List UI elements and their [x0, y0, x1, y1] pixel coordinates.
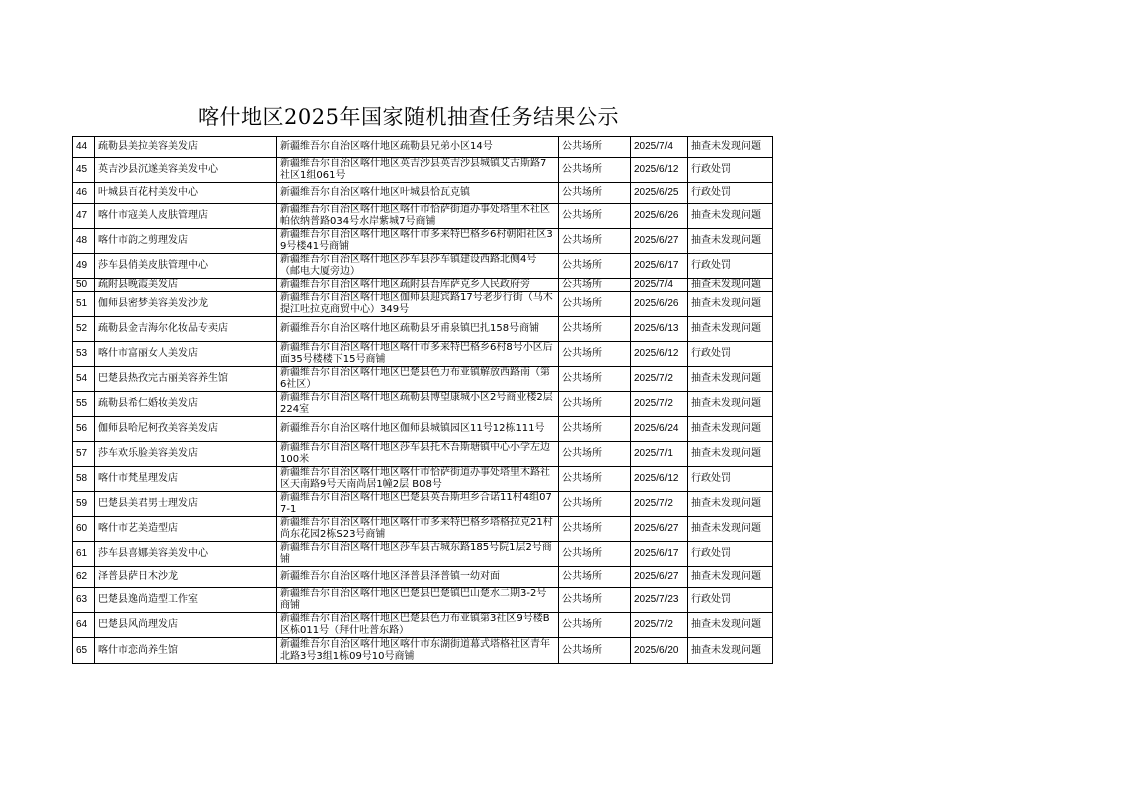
inspection-type: 公共场所 — [559, 158, 631, 183]
table-row — [73, 467, 773, 492]
inspection-date: 2025/6/27 — [631, 229, 688, 254]
business-address: 新疆维吾尔自治区喀什地区莎车县古城东路185号院1层2号商铺 — [277, 542, 559, 567]
inspection-type: 公共场所 — [559, 467, 631, 492]
business-name: 喀什市梵星理发店 — [95, 467, 277, 492]
table-row — [73, 317, 773, 342]
row-number: 58 — [73, 467, 95, 492]
business-address: 新疆维吾尔自治区喀什地区莎车县托木吾斯塘镇中心小学左边100米 — [277, 442, 559, 467]
inspection-result: 行政处罚 — [688, 158, 773, 183]
business-name: 莎车县喜娜美容美发中心 — [95, 542, 277, 567]
table-row — [73, 158, 773, 183]
business-address: 新疆维吾尔自治区喀什地区伽师县迎宾路17号老步行街（马木提江吐拉克商贸中心）349号 — [277, 292, 559, 317]
table-row — [73, 229, 773, 254]
row-number: 48 — [73, 229, 95, 254]
business-address: 新疆维吾尔自治区喀什地区喀什市多来特巴格乡6村8号小区后面35号楼楼下15号商铺 — [277, 342, 559, 367]
business-name: 喀什市富丽女人美发店 — [95, 342, 277, 367]
business-address: 新疆维吾尔自治区喀什地区疏附县吾库萨克乡人民政府旁 — [277, 279, 559, 292]
inspection-result: 抽查未发现问题 — [688, 204, 773, 229]
business-name: 喀什市韵之剪理发店 — [95, 229, 277, 254]
table-row — [73, 204, 773, 229]
business-name: 喀什市恋尚养生馆 — [95, 638, 277, 664]
inspection-result: 抽查未发现问题 — [688, 317, 773, 342]
inspection-type: 公共场所 — [559, 183, 631, 204]
inspection-result: 行政处罚 — [688, 542, 773, 567]
inspection-date: 2025/6/24 — [631, 417, 688, 442]
inspection-date: 2025/6/27 — [631, 517, 688, 542]
business-address: 新疆维吾尔自治区喀什地区巴楚县色力布亚镇解放西路南（第6社区） — [277, 367, 559, 392]
business-name: 英吉沙县沉遂美容美发中心 — [95, 158, 277, 183]
business-name: 巴楚县风尚理发店 — [95, 613, 277, 638]
business-address: 新疆维吾尔自治区喀什地区疏勒县兄弟小区14号 — [277, 137, 559, 158]
table-row — [73, 442, 773, 467]
row-number: 52 — [73, 317, 95, 342]
business-address: 新疆维吾尔自治区喀什地区伽师县城镇园区11号12栋111号 — [277, 417, 559, 442]
row-number: 49 — [73, 254, 95, 279]
business-name: 巴楚县逸尚造型工作室 — [95, 588, 277, 613]
table-row — [73, 392, 773, 417]
business-name: 疏勒县美拉美容美发店 — [95, 137, 277, 158]
inspection-type: 公共场所 — [559, 317, 631, 342]
row-number: 57 — [73, 442, 95, 467]
row-number: 44 — [73, 137, 95, 158]
row-number: 50 — [73, 279, 95, 292]
inspection-result: 抽查未发现问题 — [688, 392, 773, 417]
inspection-result: 抽查未发现问题 — [688, 229, 773, 254]
row-number: 46 — [73, 183, 95, 204]
inspection-date: 2025/6/12 — [631, 467, 688, 492]
business-name: 泽普县萨日木沙龙 — [95, 567, 277, 588]
business-address: 新疆维吾尔自治区喀什地区喀什市东湖街道幕式塔格社区青年北路3号3组1栋09号10号商铺 — [277, 638, 559, 664]
business-address: 新疆维吾尔自治区喀什地区巴楚县色力布亚镇第3社区9号楼B区栋011号（拜什吐普东路） — [277, 613, 559, 638]
business-name: 莎车县俏美皮肤管理中心 — [95, 254, 277, 279]
inspection-date: 2025/6/17 — [631, 254, 688, 279]
row-number: 63 — [73, 588, 95, 613]
inspection-type: 公共场所 — [559, 517, 631, 542]
inspection-date: 2025/7/2 — [631, 367, 688, 392]
inspection-date: 2025/6/26 — [631, 204, 688, 229]
business-address: 新疆维吾尔自治区喀什地区英吉沙县英吉沙县城镇艾古斯路7社区1组061号 — [277, 158, 559, 183]
inspection-type: 公共场所 — [559, 588, 631, 613]
inspection-type: 公共场所 — [559, 254, 631, 279]
row-number: 53 — [73, 342, 95, 367]
business-name: 莎车欢乐脸美容美发店 — [95, 442, 277, 467]
table-row — [73, 367, 773, 392]
inspection-result: 抽查未发现问题 — [688, 137, 773, 158]
inspection-type: 公共场所 — [559, 492, 631, 517]
row-number: 56 — [73, 417, 95, 442]
inspection-result: 抽查未发现问题 — [688, 638, 773, 664]
table-row — [73, 292, 773, 317]
row-number: 61 — [73, 542, 95, 567]
inspection-result: 抽查未发现问题 — [688, 417, 773, 442]
inspection-date: 2025/6/13 — [631, 317, 688, 342]
inspection-result: 抽查未发现问题 — [688, 367, 773, 392]
row-number: 54 — [73, 367, 95, 392]
inspection-date: 2025/7/2 — [631, 613, 688, 638]
table-row — [73, 254, 773, 279]
inspection-type: 公共场所 — [559, 442, 631, 467]
inspection-date: 2025/6/26 — [631, 292, 688, 317]
inspection-type: 公共场所 — [559, 279, 631, 292]
business-address: 新疆维吾尔自治区喀什地区泽普县泽普镇一幼对面 — [277, 567, 559, 588]
row-number: 47 — [73, 204, 95, 229]
inspection-result: 抽查未发现问题 — [688, 279, 773, 292]
inspection-result: 行政处罚 — [688, 588, 773, 613]
inspection-result: 抽查未发现问题 — [688, 517, 773, 542]
business-address: 新疆维吾尔自治区喀什地区巴楚县英吾斯坦乡合诺11村4组077-1 — [277, 492, 559, 517]
inspection-result: 抽查未发现问题 — [688, 442, 773, 467]
inspection-type: 公共场所 — [559, 613, 631, 638]
business-address: 新疆维吾尔自治区喀什地区喀什市多来特巴格乡6村朝阳社区39号楼41号商铺 — [277, 229, 559, 254]
inspection-result: 抽查未发现问题 — [688, 292, 773, 317]
inspection-result: 行政处罚 — [688, 183, 773, 204]
inspection-type: 公共场所 — [559, 342, 631, 367]
table-row — [73, 588, 773, 613]
results-table — [72, 136, 773, 664]
table-row — [73, 567, 773, 588]
business-address: 新疆维吾尔自治区喀什地区疏勒县牙甫泉镇巴扎158号商铺 — [277, 317, 559, 342]
inspection-date: 2025/7/2 — [631, 392, 688, 417]
table-row — [73, 517, 773, 542]
inspection-type: 公共场所 — [559, 204, 631, 229]
row-number: 51 — [73, 292, 95, 317]
inspection-result: 抽查未发现问题 — [688, 567, 773, 588]
page-title: 喀什地区2025年国家随机抽查任务结果公示 — [198, 105, 619, 129]
row-number: 64 — [73, 613, 95, 638]
table-row — [73, 638, 773, 664]
row-number: 65 — [73, 638, 95, 664]
row-number: 55 — [73, 392, 95, 417]
business-address: 新疆维吾尔自治区喀什地区喀什市多来特巴格乡塔格拉克21村尚东花园2栋S23号商铺 — [277, 517, 559, 542]
business-address: 新疆维吾尔自治区喀什地区疏勒县博望康城小区2号商业楼2层224室 — [277, 392, 559, 417]
inspection-type: 公共场所 — [559, 137, 631, 158]
business-name: 疏勒县希仁婚妆美发店 — [95, 392, 277, 417]
inspection-date: 2025/6/17 — [631, 542, 688, 567]
inspection-type: 公共场所 — [559, 638, 631, 664]
business-name: 巴楚县美君男士理发店 — [95, 492, 277, 517]
business-address: 新疆维吾尔自治区喀什地区喀什市恰萨街道办事处塔里木社区帕依纳普路034号水岸紫城7号商铺 — [277, 204, 559, 229]
business-address: 新疆维吾尔自治区喀什地区莎车县莎车镇建设西路北侧4号（邮电大厦旁边） — [277, 254, 559, 279]
inspection-date: 2025/6/25 — [631, 183, 688, 204]
inspection-result: 行政处罚 — [688, 342, 773, 367]
table-row — [73, 279, 773, 292]
row-number: 59 — [73, 492, 95, 517]
inspection-date: 2025/7/4 — [631, 279, 688, 292]
inspection-result: 抽查未发现问题 — [688, 613, 773, 638]
results-table-body — [73, 137, 773, 664]
table-row — [73, 137, 773, 158]
inspection-date: 2025/6/27 — [631, 567, 688, 588]
table-row — [73, 342, 773, 367]
inspection-date: 2025/6/12 — [631, 342, 688, 367]
row-number: 60 — [73, 517, 95, 542]
inspection-date: 2025/7/2 — [631, 492, 688, 517]
inspection-type: 公共场所 — [559, 367, 631, 392]
business-name: 巴楚县热孜完古丽美容养生馆 — [95, 367, 277, 392]
business-name: 喀什市寇美人皮肤管理店 — [95, 204, 277, 229]
table-row — [73, 542, 773, 567]
business-name: 喀什市艺美造型店 — [95, 517, 277, 542]
inspection-date: 2025/7/4 — [631, 137, 688, 158]
business-name: 疏附县晚霞美发店 — [95, 279, 277, 292]
row-number: 45 — [73, 158, 95, 183]
business-name: 疏勒县金吉海尔化妆品专卖店 — [95, 317, 277, 342]
inspection-type: 公共场所 — [559, 567, 631, 588]
business-address: 新疆维吾尔自治区喀什地区巴楚县巴楚镇巴山楚水二期3-2号商铺 — [277, 588, 559, 613]
inspection-result: 行政处罚 — [688, 254, 773, 279]
business-name: 叶城县百花村美发中心 — [95, 183, 277, 204]
inspection-date: 2025/7/23 — [631, 588, 688, 613]
table-row — [73, 183, 773, 204]
business-name: 伽师县密梦美容美发沙龙 — [95, 292, 277, 317]
inspection-date: 2025/7/1 — [631, 442, 688, 467]
inspection-type: 公共场所 — [559, 292, 631, 317]
inspection-date: 2025/6/20 — [631, 638, 688, 664]
business-address: 新疆维吾尔自治区喀什地区喀什市恰萨街道办事处塔里木路社区天南路9号天南尚居1幢2层 B08号 — [277, 467, 559, 492]
business-address: 新疆维吾尔自治区喀什地区叶城县恰瓦克镇 — [277, 183, 559, 204]
business-name: 伽师县哈尼柯孜美容美发店 — [95, 417, 277, 442]
inspection-date: 2025/6/12 — [631, 158, 688, 183]
table-row — [73, 492, 773, 517]
inspection-result: 抽查未发现问题 — [688, 492, 773, 517]
table-row — [73, 417, 773, 442]
inspection-type: 公共场所 — [559, 417, 631, 442]
row-number: 62 — [73, 567, 95, 588]
inspection-type: 公共场所 — [559, 542, 631, 567]
table-row — [73, 613, 773, 638]
inspection-result: 行政处罚 — [688, 467, 773, 492]
inspection-type: 公共场所 — [559, 229, 631, 254]
inspection-type: 公共场所 — [559, 392, 631, 417]
